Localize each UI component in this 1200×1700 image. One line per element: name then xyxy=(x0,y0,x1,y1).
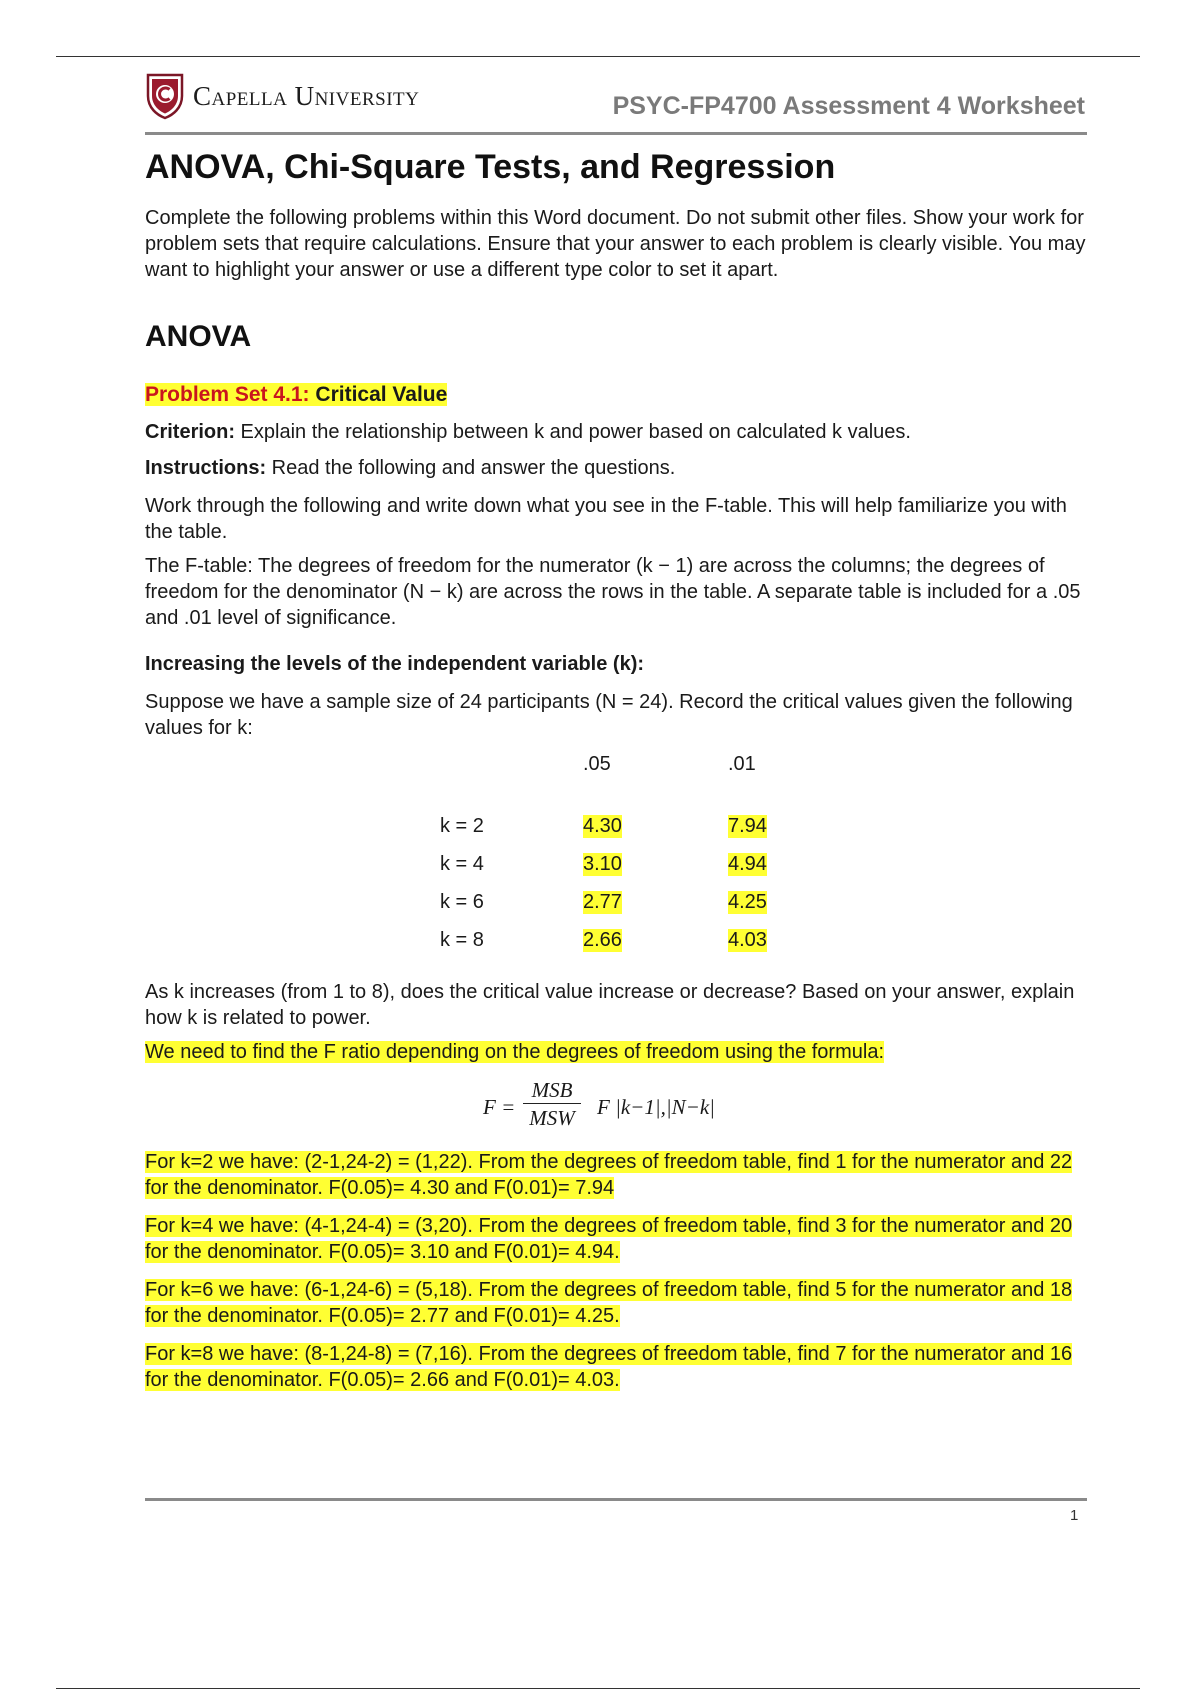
table-row xyxy=(145,891,1090,921)
answer-k8-text: For k=8 we have: (8-1,24-8) = (7,16). From the degrees of freedom table, find 7 for the numerator and 16 for the denominator. F(0.05)= 2.66 and F(0.01)= 4.03. xyxy=(145,1343,1073,1391)
criterion-text: Explain the relationship between k and power based on calculated k values. xyxy=(235,421,911,443)
problem-set-title: Critical Value xyxy=(309,383,448,406)
instructions-line xyxy=(145,455,1090,481)
document-header xyxy=(145,70,1085,134)
k-label: k = 6 xyxy=(440,891,484,913)
critical-value-05: 4.30 xyxy=(583,815,622,837)
problem-set-heading xyxy=(145,381,1090,409)
ftable-paragraph: The F-table: The degrees of freedom for the numerator (k − 1) are across the columns; the degrees of freedom for the denominator (N − k) are across the rows in the table. A separate table is included for a .05 and .01 level of significance. xyxy=(145,555,1081,629)
answer-k2-text: For k=2 we have: (2-1,24-2) = (1,22). From the degrees of freedom table, find 1 for the numerator and 22 for the denominator. F(0.05)= 4.30 and F(0.01)= 7.94 xyxy=(145,1151,1073,1199)
answer-k6 xyxy=(145,1277,1090,1329)
critical-value-01: 4.03 xyxy=(728,929,767,951)
critical-value-01: 4.94 xyxy=(728,853,767,875)
suppose-paragraph: Suppose we have a sample size of 24 participants (N = 24). Record the critical values given the following values for k: xyxy=(145,691,1073,739)
critical-value-05: 2.77 xyxy=(583,891,622,913)
formula-fraction xyxy=(523,1077,581,1132)
section-heading-anova: ANOVA xyxy=(145,320,252,353)
footer-rule xyxy=(145,1498,1087,1501)
question-paragraph: As k increases (from 1 to 8), does the critical value increase or decrease? Based on your answer, explain how k is related to power. xyxy=(145,981,1075,1029)
critical-value-01: 7.94 xyxy=(728,815,767,837)
answer-k8 xyxy=(145,1341,1090,1393)
critical-value-table xyxy=(145,753,1090,975)
page-title: ANOVA, Chi-Square Tests, and Regression xyxy=(145,148,836,186)
column-header-05: .05 xyxy=(583,753,611,775)
formula-rhs: F |k−1|,|N−k| xyxy=(597,1095,715,1119)
table-row xyxy=(145,929,1090,959)
table-row xyxy=(145,815,1090,845)
work-paragraph: Work through the following and write down what you see in the F-table. This will help familiarize you with the table. xyxy=(145,495,1067,543)
answer-intro-text: We need to find the F ratio depending on the degrees of freedom using the formula: xyxy=(145,1041,884,1063)
criterion-label: Criterion: xyxy=(145,421,235,443)
answer-k4-text: For k=4 we have: (4-1,24-4) = (3,20). From the degrees of freedom table, find 3 for the numerator and 20 for the denominator. F(0.05)= 3.10 and F(0.01)= 4.94. xyxy=(145,1215,1073,1263)
document-title: PSYC-FP4700 Assessment 4 Worksheet xyxy=(612,92,1085,120)
top-page-rule xyxy=(56,56,1140,57)
k-label: k = 2 xyxy=(440,815,484,837)
subheading-independent-variable: Increasing the levels of the independent variable (k): xyxy=(145,653,645,675)
instructions-label: Instructions: xyxy=(145,457,267,479)
capella-logo xyxy=(145,72,419,120)
document-body xyxy=(145,145,1090,1393)
f-ratio-formula xyxy=(145,1077,1090,1137)
formula-denominator: MSW xyxy=(529,1106,575,1130)
intro-paragraph: Complete the following problems within this Word document. Do not submit other files. Show your work for problem sets that require calculations. Ensure that your answer to each problem is clearly visible. You may want to highlight your answer or use a different type color to set it apart. xyxy=(145,207,1086,281)
page-number: 1 xyxy=(1070,1507,1079,1524)
criterion-line xyxy=(145,419,1090,445)
header-rule xyxy=(145,132,1087,135)
answer-k4 xyxy=(145,1213,1090,1265)
shield-icon xyxy=(145,72,185,120)
k-label: k = 4 xyxy=(440,853,484,875)
answer-k2 xyxy=(145,1149,1090,1201)
k-label: k = 8 xyxy=(440,929,484,951)
instructions-text: Read the following and answer the questions. xyxy=(266,457,676,479)
answer-k6-text: For k=6 we have: (6-1,24-6) = (5,18). From the degrees of freedom table, find 5 for the numerator and 18 for the denominator. F(0.05)= 2.77 and F(0.01)= 4.25. xyxy=(145,1279,1073,1327)
critical-value-01: 4.25 xyxy=(728,891,767,913)
formula-lhs: F = xyxy=(483,1095,516,1119)
critical-value-05: 2.66 xyxy=(583,929,622,951)
problem-set-label: Problem Set 4.1: xyxy=(145,383,310,406)
table-row xyxy=(145,853,1090,883)
bottom-page-rule xyxy=(56,1688,1140,1689)
column-header-01: .01 xyxy=(728,753,756,775)
answer-intro xyxy=(145,1039,1090,1065)
logo-wordmark: Capella University xyxy=(193,80,420,111)
formula-numerator: MSB xyxy=(523,1077,581,1104)
critical-value-05: 3.10 xyxy=(583,853,622,875)
